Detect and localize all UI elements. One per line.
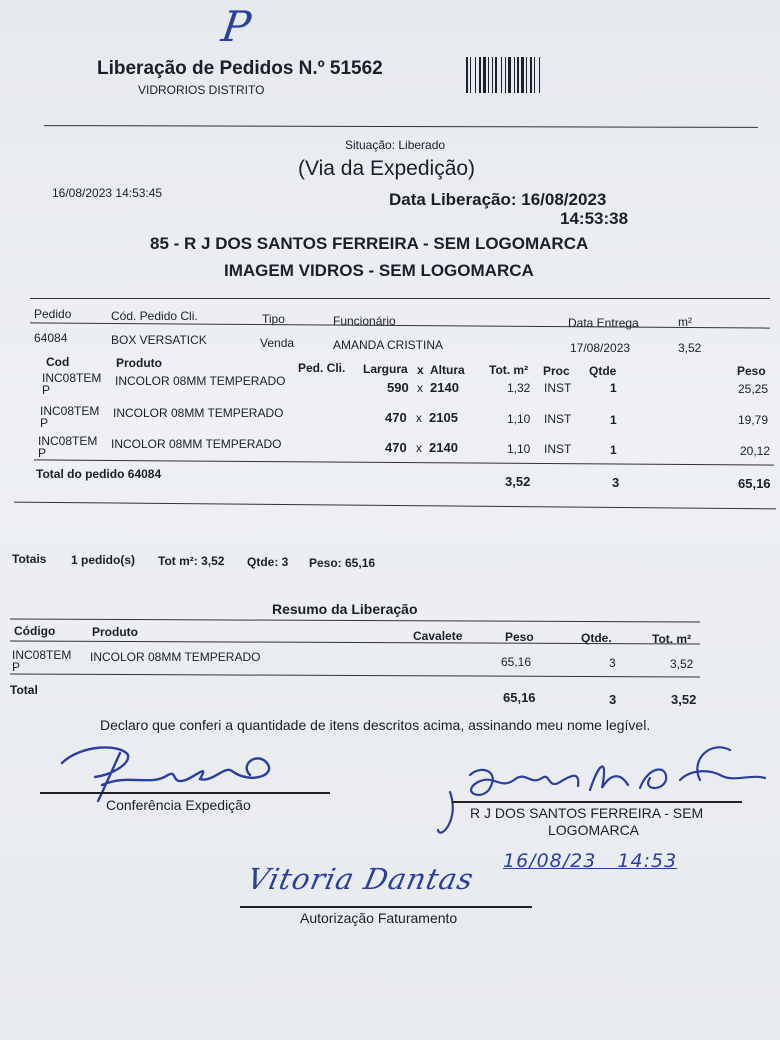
order-total-qtde: 3 [612, 475, 620, 490]
summary-header-codigo: Código [14, 624, 56, 638]
item-produto: INCOLOR 08MM TEMPERADO [111, 437, 282, 451]
divider [30, 298, 770, 299]
item-altura: 2140 [430, 380, 459, 395]
order-m2: 3,52 [678, 341, 702, 355]
conferencia-label: Conferência Expedição [106, 797, 251, 813]
summary-total-m2: 3,52 [671, 692, 697, 707]
summary-peso: 65,16 [501, 655, 532, 669]
summary-produto: INCOLOR 08MM TEMPERADO [90, 650, 261, 664]
via-title: (Via da Expedição) [298, 157, 476, 180]
order-tipo: Venda [260, 336, 295, 350]
document-title: Liberação de Pedidos N.º 51562 [97, 58, 383, 79]
order-number: 64084 [34, 331, 68, 345]
item-cod: INC08TEM [42, 371, 102, 385]
item-proc: INST [544, 412, 572, 426]
item-peso: 20,12 [740, 444, 771, 458]
summary-tot-m2: 3,52 [670, 657, 694, 671]
item-header-x: x [417, 363, 424, 377]
autorizacao-label: Autorização Faturamento [300, 910, 458, 926]
item-tot-m2: 1,10 [507, 442, 531, 456]
summary-qtde: 3 [609, 656, 616, 670]
col-header-cod-cli: Cód. Pedido Cli. [111, 309, 198, 323]
summary-total-label: Total [10, 683, 38, 697]
item-qtde: 1 [610, 413, 617, 427]
status-text: Situação: Liberado [345, 138, 446, 152]
item-x: x [417, 381, 423, 395]
item-header-largura: Largura [363, 362, 408, 376]
declaration-text: Declaro que conferi a quantidade de itens descritos acima, assinando meu nome legível. [100, 717, 651, 733]
company-name: VIDRORIOS DISTRITO [138, 83, 265, 97]
printed-timestamp: 16/08/2023 14:53:45 [52, 186, 163, 200]
order-total-label: Total do pedido 64084 [36, 467, 162, 481]
item-largura: 470 [385, 410, 407, 425]
item-proc: INST [544, 442, 572, 456]
totals-peso: Peso: 65,16 [309, 556, 376, 570]
barcode [466, 57, 592, 93]
divider [10, 673, 700, 677]
item-largura: 470 [385, 440, 407, 455]
order-cod-cli: BOX VERSATICK [111, 333, 207, 347]
summary-total-qtde: 3 [609, 692, 617, 707]
client-line-2: IMAGEM VIDROS - SEM LOGOMARCA [224, 261, 534, 280]
item-header-peso: Peso [737, 364, 766, 378]
item-cod: P [38, 446, 47, 460]
col-header-tipo: Tipo [262, 312, 285, 326]
item-x: x [416, 411, 422, 425]
summary-header-tot-m2: Tot. m² [652, 632, 692, 646]
item-cod: P [42, 383, 51, 397]
item-peso: 25,25 [738, 382, 769, 396]
item-header-altura: Altura [430, 363, 465, 377]
item-produto: INCOLOR 08MM TEMPERADO [115, 374, 286, 388]
summary-total-peso: 65,16 [503, 690, 536, 705]
order-total-peso: 65,16 [738, 476, 771, 491]
totals-m2: Tot m²: 3,52 [158, 554, 225, 568]
item-header-qtde: Qtde [589, 364, 617, 378]
col-header-m2: m² [678, 315, 692, 329]
item-qtde: 1 [610, 443, 617, 457]
item-x: x [416, 441, 422, 455]
summary-codigo: INC08TEM [12, 648, 72, 662]
client-signature-label-1: R J DOS SANTOS FERREIRA - SEM [470, 805, 704, 821]
divider [14, 502, 776, 510]
item-header-tot-m2: Tot. m² [489, 363, 529, 377]
summary-codigo: P [12, 660, 21, 674]
item-proc: INST [544, 381, 572, 395]
summary-header-produto: Produto [92, 625, 138, 639]
item-largura: 590 [387, 380, 409, 395]
item-header-ped-cli: Ped. Cli. [298, 361, 346, 375]
release-date: Data Liberação: 16/08/2023 [389, 190, 607, 209]
item-peso: 19,79 [738, 413, 769, 427]
divider [10, 618, 700, 622]
item-header-produto: Produto [116, 356, 162, 370]
signature-line [40, 792, 330, 794]
divider [30, 322, 770, 328]
release-time: 14:53:38 [560, 209, 629, 228]
summary-header-peso: Peso [505, 630, 534, 644]
item-altura: 2105 [429, 410, 458, 425]
item-tot-m2: 1,32 [507, 381, 531, 395]
order-funcionario: AMANDA CRISTINA [333, 338, 444, 352]
col-header-data-entrega: Data Entrega [568, 316, 639, 330]
item-produto: INCOLOR 08MM TEMPERADO [113, 406, 284, 420]
item-cod: P [40, 416, 49, 430]
totals-label: Totais [12, 552, 47, 566]
item-tot-m2: 1,10 [507, 412, 531, 426]
col-header-funcionario: Funcionário [333, 314, 396, 328]
divider [44, 125, 758, 128]
summary-header-qtde: Qtde. [581, 631, 612, 645]
col-header-pedido: Pedido [34, 307, 72, 321]
item-header-cod: Cod [46, 355, 70, 369]
item-header-proc: Proc [543, 364, 570, 378]
item-cod: INC08TEM [40, 404, 100, 418]
handwritten-mark: P [218, 2, 254, 51]
summary-header-cavalete: Cavalete [413, 629, 463, 643]
handwritten-date: 16/08/23 14:53 [503, 850, 678, 872]
item-altura: 2140 [429, 440, 458, 455]
client-signature-label-2: LOGOMARCA [548, 822, 640, 838]
summary-title: Resumo da Liberação [272, 601, 418, 617]
item-qtde: 1 [610, 381, 617, 395]
client-line-1: 85 - R J DOS SANTOS FERREIRA - SEM LOGOMARCA [150, 234, 589, 253]
signature-line [452, 801, 742, 803]
signature-conferencia [50, 735, 290, 805]
signature-line [240, 906, 532, 908]
order-data-entrega: 17/08/2023 [570, 341, 631, 355]
signature-autorizacao: Vitoria Dantas [244, 862, 478, 896]
divider [34, 459, 774, 465]
totals-qtde: Qtde: 3 [247, 555, 289, 569]
item-cod: INC08TEM [38, 434, 98, 448]
order-total-m2: 3,52 [505, 474, 531, 489]
totals-pedidos: 1 pedido(s) [71, 553, 136, 567]
